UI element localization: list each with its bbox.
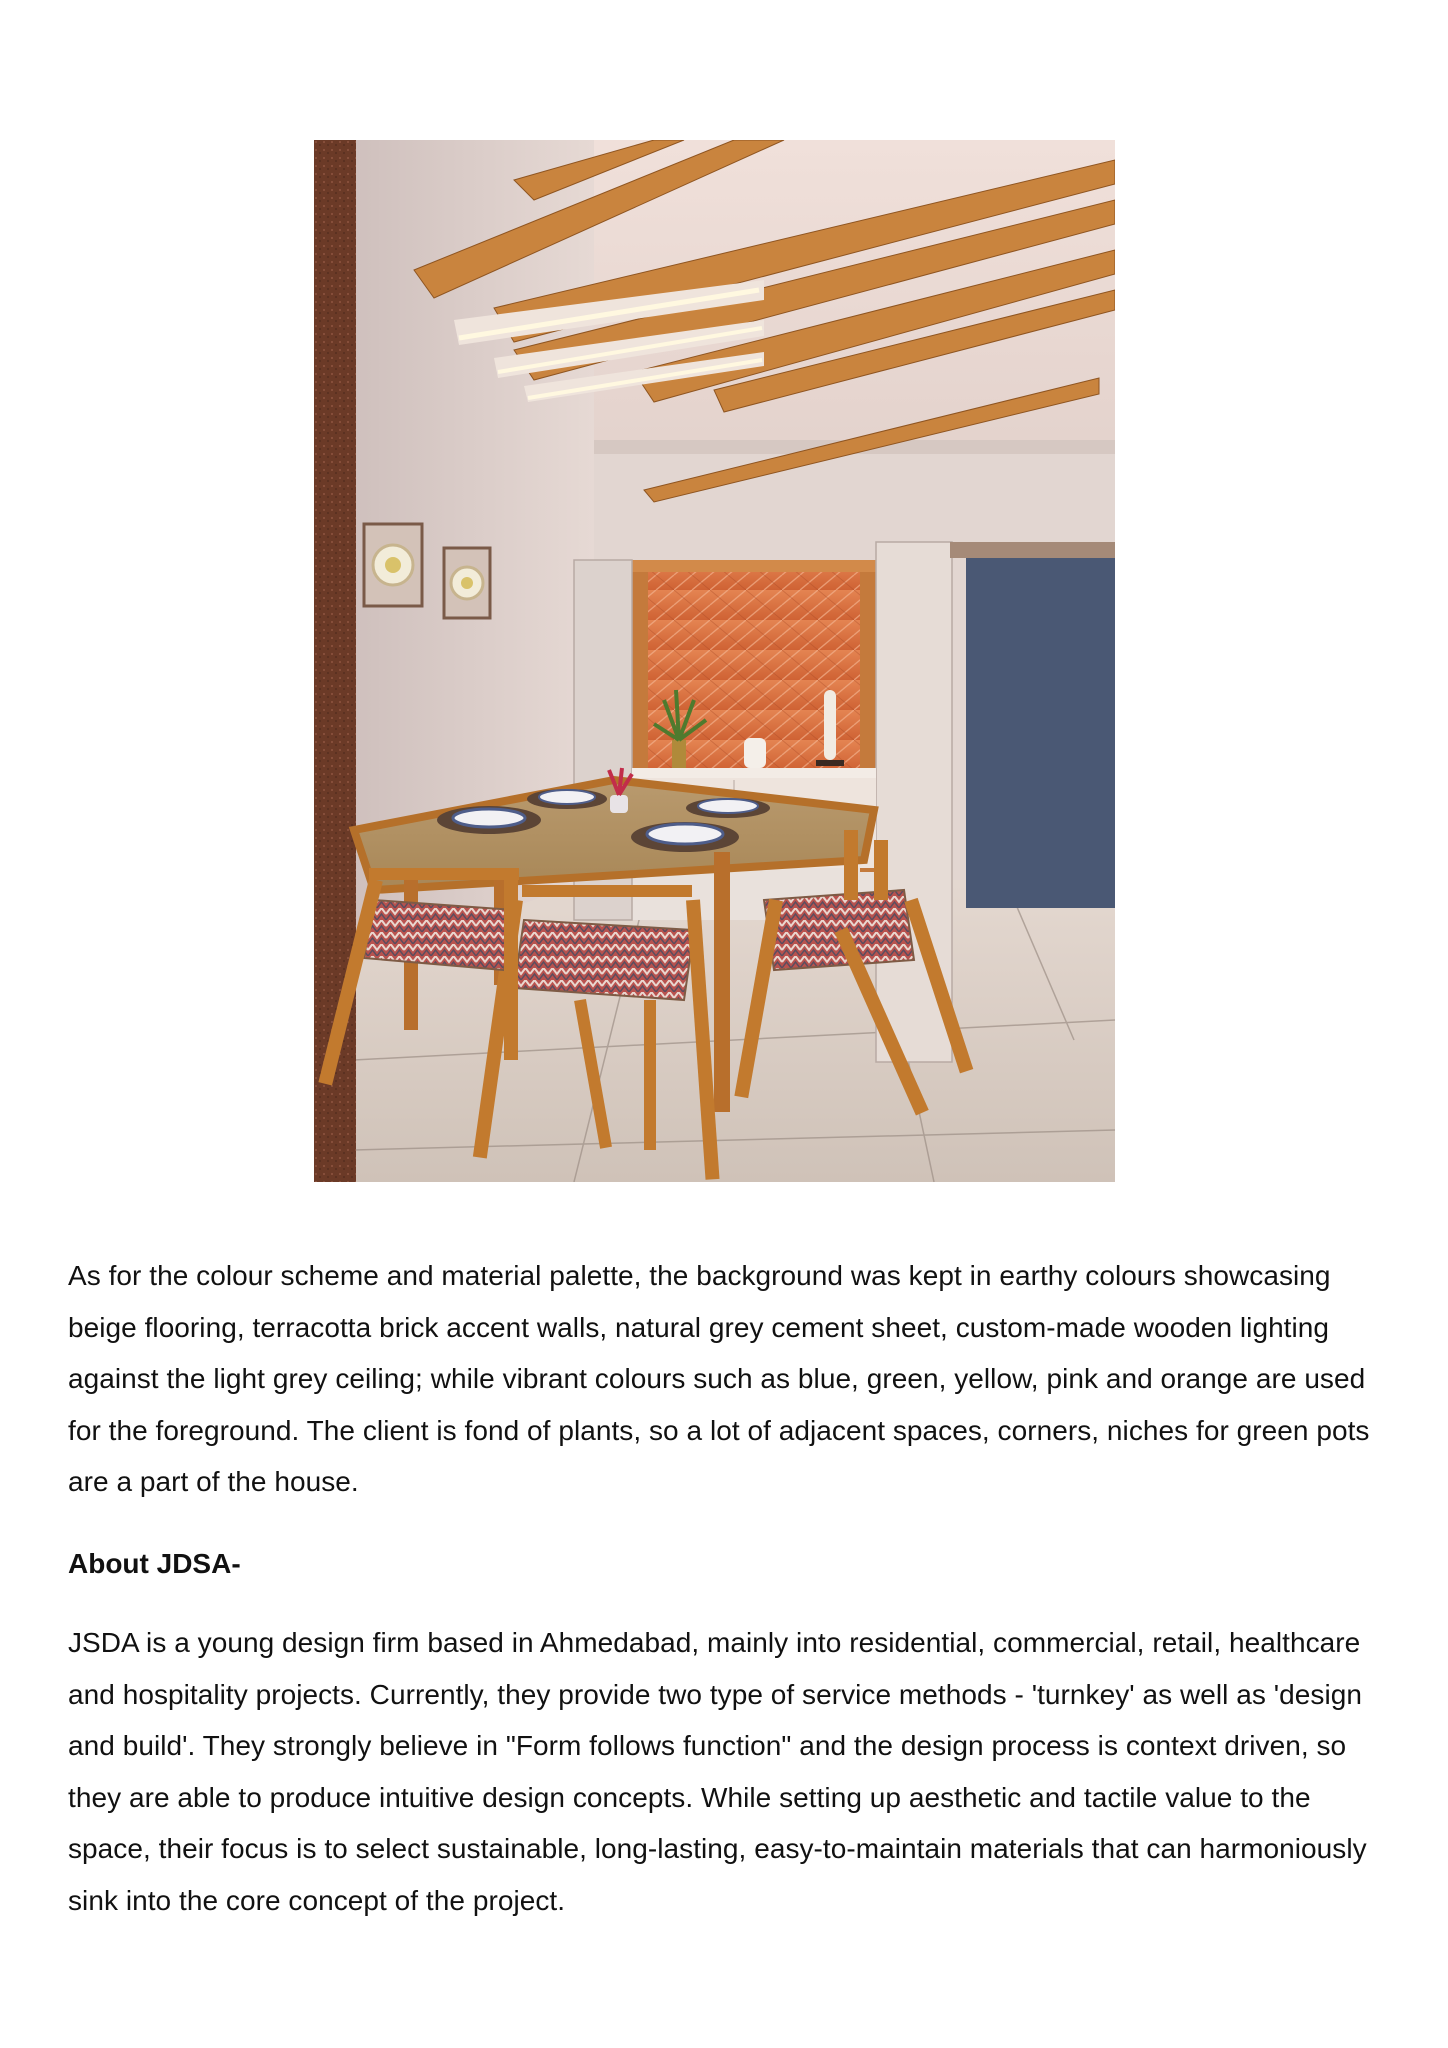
paragraph-colour-scheme: As for the colour scheme and material palette, the background was kept in earthy colours showcasing beige flooring, terracotta brick accent walls, natural grey cement sheet, custom-made wooden lighting against the light grey ceiling; while vibrant colours such as blue, green, yellow, pink and orange are used for the foreground. The client is fond of plants, so a lot of adjacent spaces, corners, niches for green pots are a part of the house. [68, 1260, 1370, 1497]
wall-frame-1 [364, 524, 422, 606]
heading-about-jdsa: About JDSA- [68, 1547, 241, 1579]
paragraph-about-firm: JSDA is a young design firm based in Ahmedabad, mainly into residential, commercial, retail, healthcare and hospitality projects. Currently, they provide two type of service methods - 'turnkey' as well as 'design and build'. They strongly believe in "Form follows function" and the design process is context driven, so they are able to produce intuitive design concepts. While setting up aesthetic and tactile value to the space, their focus is to select sustainable, long-lasting, easy-to-maintain materials that can harmoniously sink into the core concept of the project. [68, 1627, 1367, 1916]
dining-room-illustration [314, 140, 1115, 1182]
dining-room-photo [314, 140, 1115, 1182]
article-body [68, 1250, 1388, 1926]
wall-frame-2 [444, 548, 490, 618]
